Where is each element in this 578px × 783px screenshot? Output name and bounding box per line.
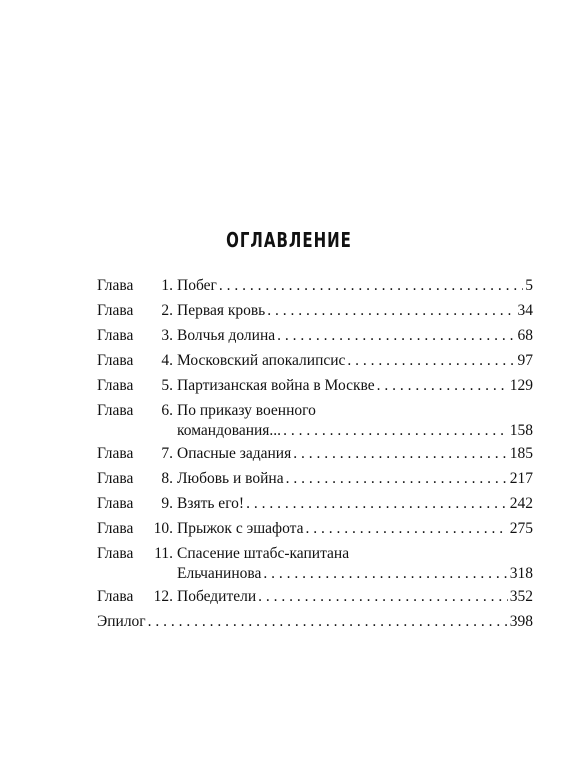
page-number: 97 [517,352,533,369]
chapter-label: Глава [97,470,134,487]
chapter-label: Глава [97,377,134,394]
chapter-title: Волчья долина [177,327,276,344]
chapter-number: 12. [153,588,173,605]
page-number: 5 [525,277,533,294]
page-number: 185 [509,445,533,462]
toc-entry-chapter-9[interactable] [97,495,533,513]
chapter-number: 6. [161,402,173,419]
dot-leader [293,445,508,463]
dot-leader [263,565,507,583]
dot-leader [277,327,515,345]
page-number: 34 [517,302,533,319]
chapter-number: 5. [161,377,173,394]
toc-entry-chapter-4[interactable] [97,352,533,370]
chapter-title: Московский апокалипсис [177,352,346,369]
chapter-label: Глава [97,520,134,537]
chapter-number: 11. [154,545,173,562]
chapter-title: Партизанская война в Москве [177,377,375,394]
page-title: ОГЛАВЛЕНИЕ [226,228,352,253]
dot-leader [377,377,508,395]
chapter-title-line-2: Ельчанинова [177,565,262,582]
page-number: 129 [509,377,533,394]
chapter-title: Любовь и война [177,470,284,487]
epilogue-title: Эпилог [97,613,146,630]
chapter-number: 7. [161,445,173,462]
toc-entry-chapter-7[interactable] [97,445,533,463]
dot-leader [267,302,515,320]
dot-leader [258,588,508,606]
page-number: 158 [509,422,533,439]
chapter-number: 8. [161,470,173,487]
chapter-label: Глава [97,352,134,369]
dot-leader [148,613,508,631]
chapter-label: Глава [97,445,134,462]
chapter-title: Победители [177,588,257,605]
page-number: 352 [509,588,533,605]
chapter-label: Глава [97,302,134,319]
toc-entry-chapter-3[interactable] [97,327,533,345]
chapter-number: 2. [161,302,173,319]
chapter-title-line-1: По приказу военного [177,402,316,419]
chapter-number: 4. [161,352,173,369]
toc-entry-chapter-12[interactable] [97,588,533,606]
chapter-title: Опасные задания [177,445,292,462]
chapter-number: 1. [161,277,173,294]
chapter-label: Глава [97,545,134,562]
chapter-title: Побег [177,277,217,294]
page-number: 318 [509,565,533,582]
toc-entry-epilogue[interactable] [97,613,533,631]
chapter-title: Взять его! [177,495,245,512]
dot-leader [286,470,508,488]
toc-entry-chapter-1[interactable] [97,277,533,295]
chapter-number: 10. [153,520,173,537]
chapter-title-line-1: Спасение штабс-капитана [177,545,350,562]
toc-entry-chapter-6[interactable] [97,402,533,440]
toc-entry-chapter-8[interactable] [97,470,533,488]
toc-entry-chapter-11[interactable] [97,545,533,583]
page-number: 68 [517,327,533,344]
chapter-number: 9. [161,495,173,512]
chapter-label: Глава [97,327,134,344]
table-of-contents [97,277,533,631]
chapter-number: 3. [161,327,173,344]
chapter-label: Глава [97,588,134,605]
chapter-title: Первая кровь [177,302,266,319]
dot-leader [347,352,515,370]
toc-entry-chapter-10[interactable] [97,520,533,538]
toc-entry-chapter-2[interactable] [97,302,533,320]
page-number: 398 [509,613,533,630]
page-number: 242 [509,495,533,512]
dot-leader [283,422,508,440]
page-number: 217 [509,470,533,487]
dot-leader [219,277,523,295]
dot-leader [246,495,508,513]
chapter-title-line-2: командования... [177,422,282,439]
chapter-label: Глава [97,277,134,294]
page-number: 275 [509,520,533,537]
chapter-title: Прыжок с эшафота [177,520,304,537]
chapter-label: Глава [97,402,134,419]
toc-entry-chapter-5[interactable] [97,377,533,395]
chapter-label: Глава [97,495,134,512]
dot-leader [306,520,508,538]
